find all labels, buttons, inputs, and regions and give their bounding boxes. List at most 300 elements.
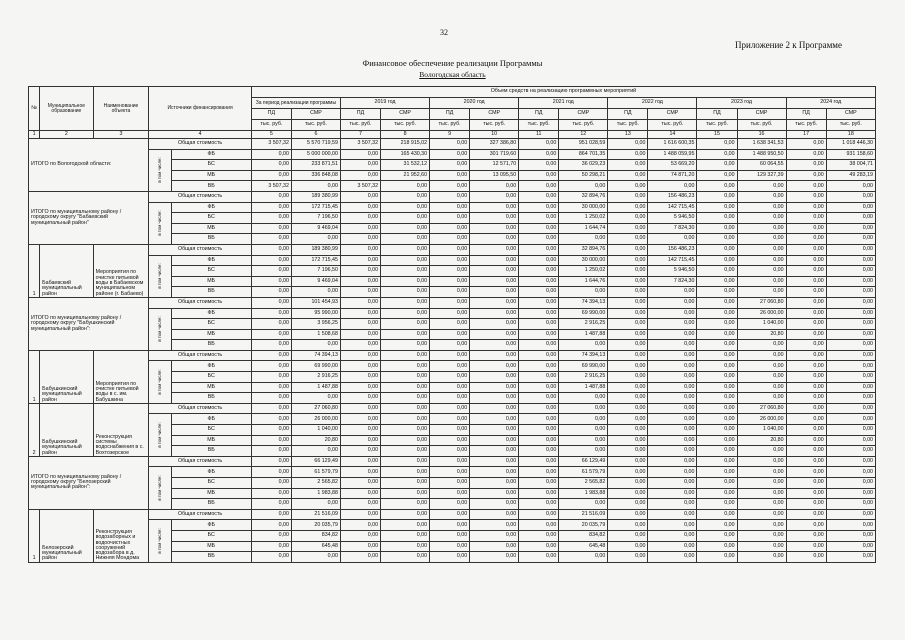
value-cell: 0,00 [608, 393, 648, 404]
value-cell: 1 250,02 [559, 213, 608, 224]
value-cell: 0,00 [251, 361, 291, 372]
value-cell: 0,00 [291, 552, 340, 563]
value-cell: 0,00 [786, 255, 826, 266]
value-cell: 1 638 341,53 [737, 139, 786, 150]
source-label: БС [171, 266, 251, 277]
value-cell: 0,00 [648, 520, 697, 531]
value-cell: 53 669,20 [648, 160, 697, 171]
value-cell: 0,00 [430, 329, 470, 340]
value-cell: 0,00 [381, 361, 430, 372]
value-cell: 0,00 [786, 340, 826, 351]
value-cell: 0,00 [697, 467, 737, 478]
value-cell: 0,00 [430, 499, 470, 510]
value-cell: 1 040,00 [737, 319, 786, 330]
value-cell: 31 532,12 [381, 160, 430, 171]
in-that-text: в том числе: [156, 528, 162, 554]
municipality-name: Белозерский муниципальный район [40, 509, 93, 562]
value-cell: 1 644,74 [559, 223, 608, 234]
value-cell: 30 000,00 [559, 255, 608, 266]
header-unit: тыс. руб. [608, 120, 648, 131]
value-cell: 0,00 [648, 499, 697, 510]
value-cell: 0,00 [826, 350, 875, 361]
header-unit: тыс. руб. [251, 120, 291, 131]
source-label: ФБ [171, 520, 251, 531]
value-cell: 0,00 [519, 329, 559, 340]
value-cell: 0,00 [826, 329, 875, 340]
value-cell: 189 380,99 [291, 244, 340, 255]
value-cell: 0,00 [697, 446, 737, 457]
value-cell: 0,00 [251, 372, 291, 383]
header-unit: тыс. руб. [291, 120, 340, 131]
value-cell: 0,00 [470, 244, 519, 255]
value-cell: 0,00 [470, 202, 519, 213]
source-label: ВБ [171, 287, 251, 298]
value-cell: 0,00 [608, 287, 648, 298]
value-cell: 0,00 [786, 139, 826, 150]
source-label: ВБ [171, 446, 251, 457]
value-cell: 0,00 [826, 213, 875, 224]
value-cell: 1 488 059,95 [648, 149, 697, 160]
in-that-label [149, 361, 171, 403]
value-cell: 165 430,30 [381, 149, 430, 160]
header-unit: тыс. руб. [430, 120, 470, 131]
value-cell: 0,00 [737, 213, 786, 224]
value-cell: 0,00 [251, 541, 291, 552]
value-cell: 0,00 [648, 467, 697, 478]
table-row [29, 520, 876, 531]
value-cell: 0,00 [291, 340, 340, 351]
group-total-label: ИТОГО по муниципальному району / городскому округу "Бабушкинский муниципальный район": [29, 297, 149, 350]
value-cell: 0,00 [648, 350, 697, 361]
source-total: Общая стоимость [149, 403, 252, 414]
value-cell: 0,00 [381, 244, 430, 255]
value-cell: 0,00 [430, 139, 470, 150]
source-label: ВБ [171, 393, 251, 404]
in-that-label [149, 308, 171, 350]
value-cell: 0,00 [470, 530, 519, 541]
value-cell: 0,00 [737, 499, 786, 510]
value-cell: 0,00 [737, 255, 786, 266]
object-name: Мероприятия по очистке питьевой воды в Бабаевском муниципальном районе (г. Бабаево) [93, 244, 149, 297]
value-cell: 0,00 [381, 266, 430, 277]
value-cell: 0,00 [340, 149, 380, 160]
header-source: Источники финансирования [149, 87, 252, 131]
value-cell: 0,00 [381, 276, 430, 287]
value-cell: 0,00 [340, 435, 380, 446]
value-cell: 0,00 [470, 425, 519, 436]
column-number: 12 [559, 131, 608, 139]
value-cell: 0,00 [470, 488, 519, 499]
value-cell: 0,00 [430, 425, 470, 436]
value-cell: 0,00 [648, 509, 697, 520]
value-cell: 951 028,59 [559, 139, 608, 150]
value-cell: 0,00 [786, 170, 826, 181]
value-cell: 864 701,35 [559, 149, 608, 160]
value-cell: 0,00 [470, 435, 519, 446]
value-cell: 0,00 [786, 552, 826, 563]
value-cell: 0,00 [251, 446, 291, 457]
value-cell: 0,00 [340, 255, 380, 266]
header-smr: СМР [737, 109, 786, 120]
value-cell: 129 327,39 [737, 170, 786, 181]
value-cell: 38 004,71 [826, 160, 875, 171]
header-unit: тыс. руб. [826, 120, 875, 131]
value-cell: 0,00 [470, 319, 519, 330]
value-cell: 95 990,00 [291, 308, 340, 319]
value-cell: 0,00 [251, 435, 291, 446]
value-cell: 0,00 [648, 552, 697, 563]
value-cell: 0,00 [786, 149, 826, 160]
table-row [29, 139, 876, 150]
value-cell: 0,00 [519, 509, 559, 520]
value-cell: 0,00 [697, 213, 737, 224]
value-cell: 0,00 [608, 478, 648, 489]
value-cell: 0,00 [519, 435, 559, 446]
source-label: ВБ [171, 181, 251, 192]
value-cell: 0,00 [608, 213, 648, 224]
value-cell: 0,00 [340, 361, 380, 372]
value-cell: 0,00 [519, 372, 559, 383]
header-unit: тыс. руб. [697, 120, 737, 131]
value-cell: 0,00 [697, 149, 737, 160]
column-number: 5 [251, 131, 291, 139]
value-cell: 0,00 [826, 435, 875, 446]
value-cell: 66 129,49 [559, 456, 608, 467]
table-row [29, 297, 876, 308]
value-cell: 0,00 [251, 499, 291, 510]
value-cell: 32 894,76 [559, 244, 608, 255]
value-cell: 74 394,13 [559, 350, 608, 361]
value-cell: 0,00 [697, 552, 737, 563]
in-that-text: в том числе: [156, 157, 162, 183]
value-cell: 142 715,45 [648, 255, 697, 266]
value-cell: 0,00 [697, 255, 737, 266]
municipality-name: Бабаевский муниципальный район [40, 244, 93, 297]
value-cell: 0,00 [737, 393, 786, 404]
value-cell: 0,00 [786, 414, 826, 425]
group-total-label: ИТОГО по муниципальному району / городскому округу "Белозерский муниципальный район": [29, 456, 149, 509]
value-cell: 0,00 [559, 287, 608, 298]
value-cell: 0,00 [737, 266, 786, 277]
value-cell: 36 029,23 [559, 160, 608, 171]
value-cell: 0,00 [697, 266, 737, 277]
table-row [29, 202, 876, 213]
value-cell: 20 035,79 [291, 520, 340, 531]
header-unit: тыс. руб. [786, 120, 826, 131]
value-cell: 156 486,23 [648, 244, 697, 255]
value-cell: 0,00 [648, 478, 697, 489]
value-cell: 0,00 [608, 149, 648, 160]
value-cell: 0,00 [381, 319, 430, 330]
value-cell: 0,00 [826, 234, 875, 245]
value-cell: 0,00 [559, 414, 608, 425]
table-row [29, 244, 876, 255]
value-cell: 0,00 [519, 350, 559, 361]
value-cell: 3 507,32 [251, 139, 291, 150]
value-cell: 0,00 [826, 530, 875, 541]
source-label: МБ [171, 541, 251, 552]
value-cell: 0,00 [251, 329, 291, 340]
value-cell: 0,00 [519, 297, 559, 308]
value-cell: 20,80 [291, 435, 340, 446]
value-cell: 0,00 [470, 509, 519, 520]
document-title: Финансовое обеспечение реализации Программы [362, 58, 543, 68]
value-cell: 0,00 [519, 244, 559, 255]
value-cell: 0,00 [340, 467, 380, 478]
value-cell: 0,00 [648, 340, 697, 351]
value-cell: 0,00 [430, 160, 470, 171]
header-object: Наименование объекта [93, 87, 149, 131]
value-cell: 0,00 [826, 297, 875, 308]
value-cell: 0,00 [470, 361, 519, 372]
value-cell: 0,00 [381, 541, 430, 552]
value-cell: 0,00 [737, 446, 786, 457]
header-column-numbers [29, 131, 876, 139]
header-smr: СМР [470, 109, 519, 120]
value-cell: 0,00 [608, 160, 648, 171]
table-row [29, 403, 876, 414]
in-that-label [149, 202, 171, 244]
value-cell: 0,00 [697, 350, 737, 361]
value-cell: 0,00 [697, 372, 737, 383]
source-label: БС [171, 213, 251, 224]
value-cell: 0,00 [737, 350, 786, 361]
value-cell: 0,00 [470, 403, 519, 414]
value-cell: 0,00 [648, 361, 697, 372]
finance-table [28, 86, 876, 563]
value-cell: 30 000,00 [559, 202, 608, 213]
group-total-label: ИТОГО по муниципальному району / городскому округу "Бабаевский муниципальный район" [29, 191, 149, 244]
value-cell: 0,00 [519, 456, 559, 467]
value-cell: 0,00 [519, 255, 559, 266]
header-overall: Объем средств на реализацию программных мероприятий [251, 87, 875, 98]
value-cell: 0,00 [381, 329, 430, 340]
value-cell: 301 719,60 [470, 149, 519, 160]
value-cell: 0,00 [608, 382, 648, 393]
value-cell: 0,00 [786, 234, 826, 245]
value-cell: 0,00 [470, 181, 519, 192]
source-label: ВБ [171, 340, 251, 351]
value-cell: 0,00 [519, 467, 559, 478]
value-cell: 0,00 [381, 297, 430, 308]
value-cell: 0,00 [737, 456, 786, 467]
value-cell: 1 983,88 [559, 488, 608, 499]
value-cell: 0,00 [519, 213, 559, 224]
value-cell: 0,00 [519, 149, 559, 160]
value-cell: 20,80 [737, 329, 786, 340]
value-cell: 0,00 [340, 202, 380, 213]
value-cell: 0,00 [470, 213, 519, 224]
in-that-label [149, 149, 171, 191]
value-cell: 0,00 [519, 361, 559, 372]
value-cell: 0,00 [251, 520, 291, 531]
value-cell: 27 060,80 [737, 403, 786, 414]
value-cell: 0,00 [826, 488, 875, 499]
header-smr: СМР [291, 109, 340, 120]
value-cell: 0,00 [519, 488, 559, 499]
value-cell: 0,00 [381, 530, 430, 541]
source-label: БС [171, 319, 251, 330]
value-cell: 0,00 [608, 202, 648, 213]
value-cell: 0,00 [251, 478, 291, 489]
value-cell: 233 871,51 [291, 160, 340, 171]
value-cell: 0,00 [470, 340, 519, 351]
value-cell: 0,00 [608, 234, 648, 245]
value-cell: 0,00 [697, 456, 737, 467]
value-cell: 21 516,09 [559, 509, 608, 520]
value-cell: 0,00 [251, 160, 291, 171]
value-cell: 0,00 [608, 446, 648, 457]
column-number: 13 [608, 131, 648, 139]
value-cell: 336 848,08 [291, 170, 340, 181]
value-cell: 12 571,70 [470, 160, 519, 171]
value-cell: 0,00 [826, 319, 875, 330]
value-cell: 0,00 [340, 170, 380, 181]
value-cell: 0,00 [251, 202, 291, 213]
header-pd: ПД [519, 109, 559, 120]
table-row [29, 456, 876, 467]
value-cell: 0,00 [786, 478, 826, 489]
value-cell: 0,00 [519, 191, 559, 202]
row-number: 1 [29, 244, 40, 297]
source-label: ВБ [171, 499, 251, 510]
value-cell: 0,00 [608, 350, 648, 361]
value-cell: 0,00 [251, 425, 291, 436]
value-cell: 0,00 [786, 223, 826, 234]
value-cell: 0,00 [697, 287, 737, 298]
value-cell: 0,00 [826, 191, 875, 202]
value-cell: 0,00 [737, 287, 786, 298]
value-cell: 0,00 [381, 520, 430, 531]
header-smr: СМР [648, 109, 697, 120]
value-cell: 0,00 [430, 361, 470, 372]
value-cell: 2 916,25 [559, 319, 608, 330]
value-cell: 0,00 [648, 382, 697, 393]
value-cell: 834,82 [291, 530, 340, 541]
source-label: ВБ [171, 552, 251, 563]
value-cell: 0,00 [381, 456, 430, 467]
value-cell: 0,00 [340, 297, 380, 308]
source-total: Общая стоимость [149, 350, 252, 361]
value-cell: 0,00 [648, 393, 697, 404]
value-cell: 172 715,45 [291, 255, 340, 266]
table-row [29, 350, 876, 361]
value-cell: 0,00 [737, 478, 786, 489]
value-cell: 0,00 [648, 435, 697, 446]
header-year-2020: 2020 год [430, 98, 519, 109]
value-cell: 0,00 [737, 372, 786, 383]
source-total: Общая стоимость [149, 297, 252, 308]
value-cell: 0,00 [826, 478, 875, 489]
value-cell: 0,00 [786, 276, 826, 287]
value-cell: 74 394,13 [559, 297, 608, 308]
value-cell: 0,00 [340, 509, 380, 520]
value-cell: 0,00 [608, 361, 648, 372]
value-cell: 0,00 [608, 308, 648, 319]
value-cell: 0,00 [519, 499, 559, 510]
value-cell: 61 579,79 [291, 467, 340, 478]
value-cell: 0,00 [470, 276, 519, 287]
value-cell: 0,00 [340, 414, 380, 425]
value-cell: 0,00 [519, 308, 559, 319]
value-cell: 9 469,04 [291, 223, 340, 234]
value-cell: 0,00 [381, 425, 430, 436]
value-cell: 0,00 [470, 350, 519, 361]
value-cell: 0,00 [786, 181, 826, 192]
value-cell: 0,00 [608, 319, 648, 330]
value-cell: 0,00 [430, 340, 470, 351]
value-cell: 0,00 [786, 191, 826, 202]
value-cell: 0,00 [430, 393, 470, 404]
value-cell: 74 394,13 [291, 350, 340, 361]
value-cell: 0,00 [340, 446, 380, 457]
value-cell: 0,00 [697, 297, 737, 308]
value-cell: 0,00 [519, 319, 559, 330]
value-cell: 0,00 [737, 552, 786, 563]
group-total-label: ИТОГО по Вологодской области: [29, 139, 149, 192]
value-cell: 0,00 [826, 223, 875, 234]
value-cell: 0,00 [430, 541, 470, 552]
table-row [29, 509, 876, 520]
source-label: ФБ [171, 202, 251, 213]
value-cell: 0,00 [251, 244, 291, 255]
in-that-text: в том числе: [156, 316, 162, 342]
value-cell: 1 018 446,30 [826, 139, 875, 150]
value-cell: 5 000 000,00 [291, 149, 340, 160]
value-cell: 0,00 [519, 520, 559, 531]
value-cell: 0,00 [251, 403, 291, 414]
value-cell: 50 298,21 [559, 170, 608, 181]
value-cell: 0,00 [519, 266, 559, 277]
in-that-label [149, 255, 171, 297]
value-cell: 0,00 [608, 520, 648, 531]
value-cell: 0,00 [697, 340, 737, 351]
value-cell: 0,00 [430, 509, 470, 520]
value-cell: 0,00 [737, 340, 786, 351]
header-year-2024: 2024 год [786, 98, 875, 109]
value-cell: 0,00 [430, 223, 470, 234]
value-cell: 0,00 [608, 372, 648, 383]
value-cell: 0,00 [786, 382, 826, 393]
value-cell: 0,00 [340, 319, 380, 330]
header-unit: тыс. руб. [519, 120, 559, 131]
value-cell: 21 952,60 [381, 170, 430, 181]
value-cell: 0,00 [519, 139, 559, 150]
value-cell: 5 946,50 [648, 213, 697, 224]
value-cell: 0,00 [826, 552, 875, 563]
value-cell: 0,00 [470, 478, 519, 489]
value-cell: 0,00 [470, 266, 519, 277]
value-cell: 0,00 [381, 234, 430, 245]
value-cell: 0,00 [251, 276, 291, 287]
source-label: ФБ [171, 467, 251, 478]
value-cell: 0,00 [697, 488, 737, 499]
table-row [29, 149, 876, 160]
value-cell: 0,00 [291, 234, 340, 245]
row-number: 2 [29, 403, 40, 456]
value-cell: 0,00 [608, 329, 648, 340]
value-cell: 0,00 [430, 234, 470, 245]
value-cell: 0,00 [251, 191, 291, 202]
value-cell: 0,00 [697, 382, 737, 393]
value-cell: 0,00 [291, 287, 340, 298]
value-cell: 0,00 [737, 509, 786, 520]
value-cell: 0,00 [340, 340, 380, 351]
value-cell: 0,00 [826, 509, 875, 520]
value-cell: 0,00 [340, 191, 380, 202]
value-cell: 27 060,80 [737, 297, 786, 308]
value-cell: 0,00 [381, 340, 430, 351]
